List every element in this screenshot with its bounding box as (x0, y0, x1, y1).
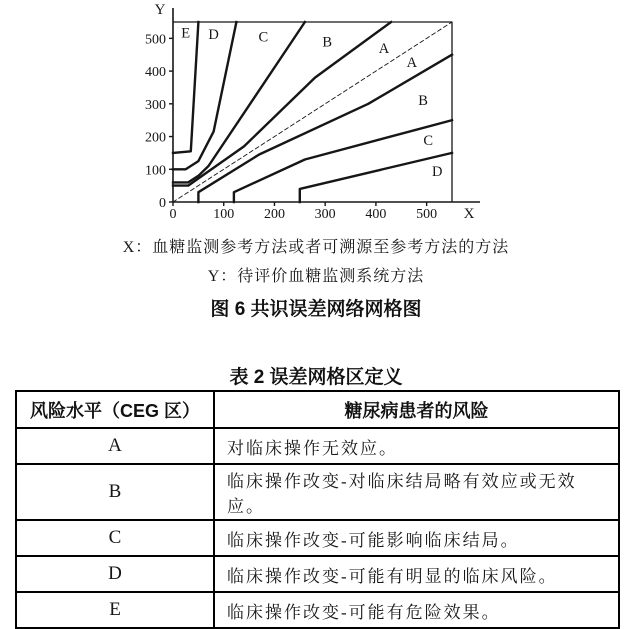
zone-cell: D (16, 556, 214, 592)
x-tick-label: 400 (365, 207, 387, 222)
identity-line (173, 22, 452, 202)
y-tick-label: 200 (145, 130, 166, 146)
table-row (16, 520, 619, 556)
zone-cell: B (16, 464, 214, 520)
zone-cell: E (16, 592, 214, 628)
x-axis-note: X：血糖监测参考方法或者可溯源至参考方法的方法 (122, 239, 510, 256)
zone-label-D: D (208, 26, 219, 43)
zone-label-B: B (322, 34, 333, 51)
zone-boundary-upper-D (173, 22, 236, 169)
risk-cell: 对临床操作无效应。 (214, 428, 619, 464)
y-tick-label: 100 (145, 163, 166, 179)
figure-caption: 图 6 共识误差网络网格图 (210, 299, 422, 320)
zone-label-E: E (181, 25, 191, 42)
zone-label-C: C (258, 29, 269, 46)
table-header-row (16, 391, 619, 428)
zone-label-B: B (418, 92, 428, 109)
zone-boundary-upper-B (173, 22, 391, 186)
y-tick-label: 0 (159, 196, 166, 211)
zone-boundary-upper-E (173, 22, 198, 153)
y-tick-label: 500 (145, 32, 166, 48)
risk-cell: 临床操作改变-对临床结局略有效应或无效应。 (214, 464, 619, 520)
zone-boundary-lower-D (300, 153, 452, 202)
risk-cell: 临床操作改变-可能有明显的临床风险。 (214, 556, 619, 592)
table-row (16, 428, 619, 464)
zone-boundary-lower-B (198, 55, 452, 202)
zone-label-A: A (378, 41, 390, 58)
x-axis-label: X (463, 206, 475, 222)
consensus-error-grid-figure (0, 0, 632, 228)
x-tick-label: 200 (263, 207, 285, 222)
col-header-risk-level: 风险水平（CEG 区） (16, 391, 214, 428)
risk-cell: 临床操作改变-可能有危险效果。 (214, 592, 619, 628)
x-tick-label: 300 (314, 207, 336, 222)
x-tick-label: 0 (169, 207, 177, 222)
y-tick-label: 400 (145, 65, 166, 81)
table-row (16, 464, 619, 520)
risk-cell: 临床操作改变-可能影响临床结局。 (214, 520, 619, 556)
error-grid-chart (0, 0, 632, 228)
y-tick-label: 300 (145, 97, 166, 113)
table-title: 表 2 误差网格区定义 (229, 367, 403, 388)
y-axis-note: Y：待评价血糖监测系统方法 (207, 268, 425, 285)
zone-label-A: A (406, 54, 418, 71)
table-row (16, 556, 619, 592)
x-tick-label: 500 (416, 207, 438, 222)
error-grid-table (15, 390, 620, 629)
y-axis-label: Y (154, 2, 166, 18)
col-header-patient-risk: 糖尿病患者的风险 (214, 391, 619, 428)
x-tick-label: 100 (213, 207, 235, 222)
zone-cell: C (16, 520, 214, 556)
zone-cell: A (16, 428, 214, 464)
table-row (16, 592, 619, 628)
zone-label-D: D (432, 163, 443, 180)
zone-label-C: C (423, 132, 433, 149)
